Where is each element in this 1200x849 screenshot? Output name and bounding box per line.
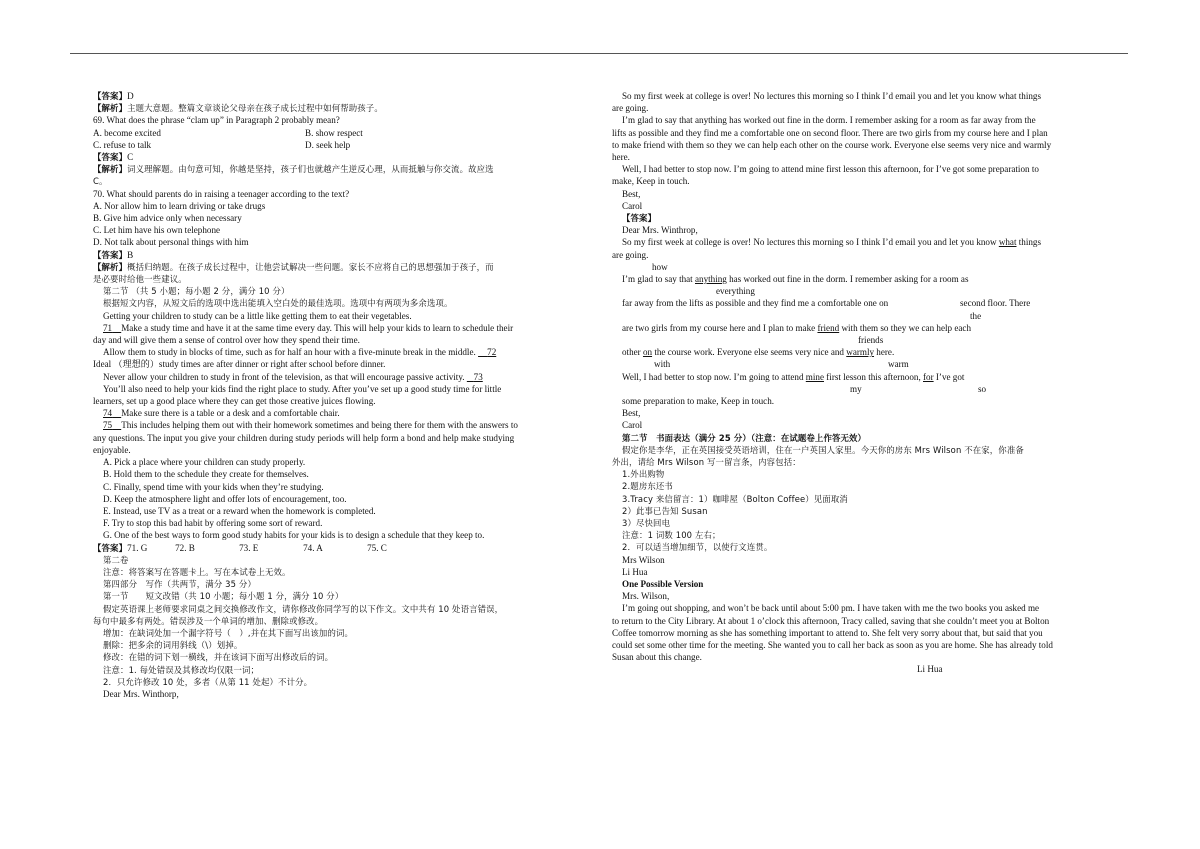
blank-75: 75 bbox=[103, 420, 113, 431]
prompt-item-3: 3.Tracy 来信留言：1）咖啡屋（Bolton Coffee）见面取消 bbox=[622, 493, 848, 504]
error-what: what bbox=[998, 237, 1017, 248]
corrected-line-3: I’m glad to say that anything has worked out fine in the dorm. I remember asking for a room as bbox=[622, 274, 969, 285]
corrected-line-4: far away from the lifts as possible and they find me a comfortable one on second floor. There bbox=[622, 298, 1031, 309]
passage-para-72: Allow them to study in blocks of time, such as for half an hour with a five-minute break in the middle. 72 bbox=[103, 347, 497, 358]
section-1-instructions: 假定英语课上老师要求同桌之间交换修改作文，请你修改你同学写的以下作文。文中共有 10 处语言错误， bbox=[103, 603, 504, 614]
version-signature: Li Hua bbox=[917, 664, 943, 675]
option-a: A. Pick a place where your children can study properly. bbox=[103, 457, 306, 468]
rule-note-1: 注意：1. 每处错误及其修改均仅限一词； bbox=[103, 664, 260, 675]
prompt-recipient: Mrs Wilson bbox=[622, 554, 665, 565]
answer-68: 【答案】D bbox=[93, 91, 134, 101]
writing-section-title: 第二节 书面表达（满分 25 分）（注意：在试题卷上作答无效） bbox=[622, 432, 867, 443]
option-b: B. Hold them to the schedule they create for themselves. bbox=[103, 469, 309, 480]
letter-para-1-cont: are going. bbox=[612, 103, 649, 114]
error-on: on bbox=[642, 347, 653, 358]
prompt-sender: Li Hua bbox=[622, 566, 648, 577]
option-e: E. Instead, use TV as a treat or a reward when the homework is completed. bbox=[103, 505, 376, 516]
corrected-line-7: Well, I had better to stop now. I’m going to attend mine first lesson this afternoon, for I’ve got bbox=[622, 371, 965, 382]
passage-para-1: Getting your children to study can be a little like getting them to eat their vegetables. bbox=[103, 310, 412, 321]
correction-row-4 bbox=[612, 334, 1128, 346]
part-4-title: 第四部分 写作（共两节，满分 35 分） bbox=[103, 579, 256, 590]
question-70-option-a: A. Nor allow him to learn driving or take drugs bbox=[93, 200, 266, 211]
question-69-options-cd: C. refuse to talk D. seek help bbox=[93, 139, 351, 150]
left-column bbox=[93, 90, 590, 700]
fix-so: so bbox=[978, 383, 987, 394]
fix-everything: everything bbox=[716, 286, 755, 297]
correction-row-1 bbox=[612, 261, 1128, 273]
corrected-line-8: some preparation to make, Keep in touch. bbox=[622, 395, 775, 406]
explanation-70-cont: 是必要时给他一些建议。 bbox=[93, 274, 187, 285]
letter-para-2-c: to make friend with them so they we can help each other on the course work. Everyone else seems very nice and warmly bbox=[612, 139, 1052, 150]
blank-72: 72 bbox=[487, 347, 497, 358]
question-70-option-d: D. Not talk about personal things with him bbox=[93, 237, 249, 248]
error-for: for bbox=[923, 371, 934, 382]
rule-modify: 修改：在错的词下划一横线，并在该词下面写出修改后的词。 bbox=[103, 652, 334, 663]
explanation-68: 【解析】主题大意题。整篇文章谈论父母亲在孩子成长过程中如何帮助孩子。 bbox=[93, 103, 383, 114]
letter-closing: Best, bbox=[622, 188, 641, 199]
question-70-option-b: B. Give him advice only when necessary bbox=[93, 213, 242, 224]
passage-para-75: 75 This includes helping them out with their homework sometimes and being there for them with the answers to bbox=[103, 420, 518, 431]
letter-para-2-d: here. bbox=[612, 152, 630, 163]
version-title: One Possible Version bbox=[622, 579, 704, 590]
section-1-instructions-cont: 每句中最多有两处。错误涉及一个单词的增加、删除或修改。 bbox=[93, 615, 324, 626]
blank-71: 71 bbox=[103, 322, 113, 333]
correction-row-2 bbox=[612, 285, 1128, 297]
explanation-69-cont: C。 bbox=[93, 176, 108, 187]
corrected-line-2: are going. bbox=[612, 249, 649, 260]
passage-para-74: 74 Make sure there is a table or a desk and a comfortable chair. bbox=[103, 408, 340, 419]
blank-74: 74 bbox=[103, 408, 113, 419]
error-warmly: warmly bbox=[846, 347, 875, 358]
answer-69: 【答案】C bbox=[93, 152, 134, 163]
question-69: 69. What does the phrase “clam up” in Paragraph 2 probably mean? bbox=[93, 115, 340, 126]
error-anything: anything bbox=[695, 274, 727, 285]
section-2-title: 第二节 （共 5 小题；每小题 2 分，满分 10 分） bbox=[103, 286, 290, 297]
fix-my: my bbox=[850, 383, 862, 394]
explanation-70: 【解析】概括归纳题。在孩子成长过程中，让他尝试解决一些问题。家长不应将自己的思想强加于孩子，而 bbox=[93, 261, 494, 272]
passage-para-72-cont: Ideal （理想的）study times are after dinner or right after school before dinner. bbox=[93, 359, 386, 370]
letter-para-2: I’m glad to say that anything has worked out fine in the dorm. I remember asking for a room as far away from the bbox=[622, 115, 1036, 126]
version-line-5: Susan about this change. bbox=[612, 652, 702, 663]
passage-para-71-cont: day and will give them a sense of control over how they spend their time. bbox=[93, 335, 360, 346]
error-friend: friend bbox=[817, 322, 840, 333]
part-2-title: 第二卷 bbox=[103, 554, 129, 565]
blank-73: 73 bbox=[473, 371, 483, 382]
error-mine: mine bbox=[805, 371, 824, 382]
corrected-signature: Carol bbox=[622, 420, 643, 431]
fix-with: with bbox=[654, 359, 671, 370]
question-70: 70. What should parents do in raising a teenager according to the text? bbox=[93, 188, 350, 199]
correction-row-6 bbox=[612, 383, 1128, 395]
fix-friends: friends bbox=[858, 335, 884, 346]
fix-warm: warm bbox=[888, 359, 909, 370]
option-d: D. Keep the atmosphere light and offer lots of encouragement, too. bbox=[103, 493, 347, 504]
passage-para-75-cont: any questions. The input you give your children during study periods will help form a bond and help make studying bbox=[93, 432, 515, 443]
corrected-line-6: other on the course work. Everyone else seems very nice and warmly here. bbox=[622, 347, 895, 358]
answer-70: 【答案】B bbox=[93, 249, 134, 260]
version-line-1: I’m going out shopping, and won’t be back until about 5:00 pm. I have taken with me the two books you asked me bbox=[622, 603, 1040, 614]
prompt-item-2: 2.题房东还书 bbox=[622, 481, 673, 492]
corrected-greeting: Dear Mrs. Winthrop, bbox=[622, 225, 698, 236]
prompt-item-3b: 2）此事已告知 Susan bbox=[622, 505, 708, 516]
option-g: G. One of the best ways to form good study habits for your kids is to design a schedule that they keep to. bbox=[103, 530, 485, 541]
corrected-line-1: So my first week at college is over! No lectures this morning so I think I’d email you and let you know what things bbox=[622, 237, 1042, 248]
prompt-note-1: 注意：1 词数 100 左右； bbox=[622, 530, 721, 541]
correction-row-3 bbox=[612, 310, 1128, 322]
fix-the: the bbox=[970, 310, 982, 321]
section-2-instructions: 根据短文内容，从短文后的选项中选出能填入空白处的最佳选项。选项中有两项为多余选项。 bbox=[103, 298, 453, 309]
letter-para-1: So my first week at college is over! No lectures this morning so I think I’d email you and let you know what things bbox=[622, 91, 1041, 101]
rule-add: 增加：在缺词处加一个漏字符号（ ）,并在其下面写出该加的词。 bbox=[103, 627, 354, 638]
version-line-4: could set some other time for the meeting. She wanted you to call her back as soon as you are home. She has already told bbox=[612, 640, 1053, 651]
part-2-note: 注意：将答案写在答题卡上。写在本试卷上无效。 bbox=[103, 566, 291, 577]
rule-note-2: 2．只允许修改 10 处，多者（从第 11 处起）不计分。 bbox=[103, 676, 313, 687]
right-column bbox=[612, 90, 1128, 676]
letter-para-3: Well, I had better to stop now. I’m going to attend mine first lesson this afternoon, for I’ve got some preparation to bbox=[622, 164, 1039, 175]
prompt-item-1: 1.外出购物 bbox=[622, 469, 665, 480]
letter-para-2-b: lifts as possible and they find me a comfortable one on second floor. There are two girls from my course here and I plan bbox=[612, 127, 1048, 138]
question-70-option-c: C. Let him have his own telephone bbox=[93, 225, 221, 236]
passage-para-73-b: You’ll also need to help your kids find the right place to study. After you’ve set up a good study time for little bbox=[103, 383, 502, 394]
option-f: F. Try to stop this bad habit by offering some sort of reward. bbox=[103, 518, 323, 529]
version-line-3: Coffee tomorrow morning as she has something important to attend to. She felt very sorry about that, but said that you bbox=[612, 627, 1043, 638]
answers-71-75: 【答案】71. G 72. B 73. E 74. A 75. C bbox=[93, 542, 387, 553]
passage-para-73: Never allow your children to study in front of the television, as that will encourage passive activity. 73 bbox=[103, 371, 483, 382]
header-rule bbox=[70, 53, 1128, 54]
corrected-line-5: are two girls from my course here and I plan to make friend with them so they we can help each bbox=[622, 322, 971, 333]
option-c: C. Finally, spend time with your kids when they’re studying. bbox=[103, 481, 324, 492]
version-line-2: to return to the City Library. At about 1 o’clock this afternoon, Tracy called, saving that she couldn’t meet you at Bolton bbox=[612, 615, 1050, 626]
correction-row-5 bbox=[612, 358, 1128, 370]
letter-greeting: Dear Mrs. Winthorp, bbox=[103, 688, 179, 699]
passage-para-75-end: enjoyable. bbox=[93, 444, 131, 455]
writing-prompt-cont: 外出，请给 Mrs Wilson 写一留言条，内容包括： bbox=[612, 457, 801, 467]
prompt-item-3c: 3）尽快回电 bbox=[622, 518, 671, 529]
fix-how: how bbox=[652, 261, 668, 272]
question-69-options-ab: A. become excited B. show respect bbox=[93, 127, 363, 138]
version-greeting: Mrs. Wilson, bbox=[622, 591, 670, 602]
rule-delete: 删除：把多余的词用斜线（\）划掉。 bbox=[103, 640, 243, 651]
letter-para-3-cont: make, Keep in touch. bbox=[612, 176, 690, 187]
section-1-title: 第一节 短文改错（共 10 小题；每小题 1 分，满分 10 分） bbox=[103, 591, 344, 602]
corrected-closing: Best, bbox=[622, 408, 641, 419]
answer-label: 【答案】 bbox=[622, 213, 657, 224]
prompt-note-2: 2．可以适当增加细节，以使行文连贯。 bbox=[622, 542, 773, 553]
explanation-69: 【解析】词义理解题。由句意可知，你越是坚持，孩子们也就越产生逆反心理，从而抵触与你交流。故应选 bbox=[93, 164, 494, 175]
passage-para-71: 71 Make a study time and have it at the same time every day. This will help your kids to learn to schedule their bbox=[103, 322, 514, 333]
writing-prompt: 假定你是李华，正在英国接受英语培训，住在一户英国人家里。今天你的房东 Mrs Wilson 不在家，你准备 bbox=[622, 444, 1024, 455]
letter-signature: Carol bbox=[622, 200, 643, 211]
passage-para-73-cont: learners, set up a good place where they can get those creative juices flowing. bbox=[93, 396, 376, 407]
